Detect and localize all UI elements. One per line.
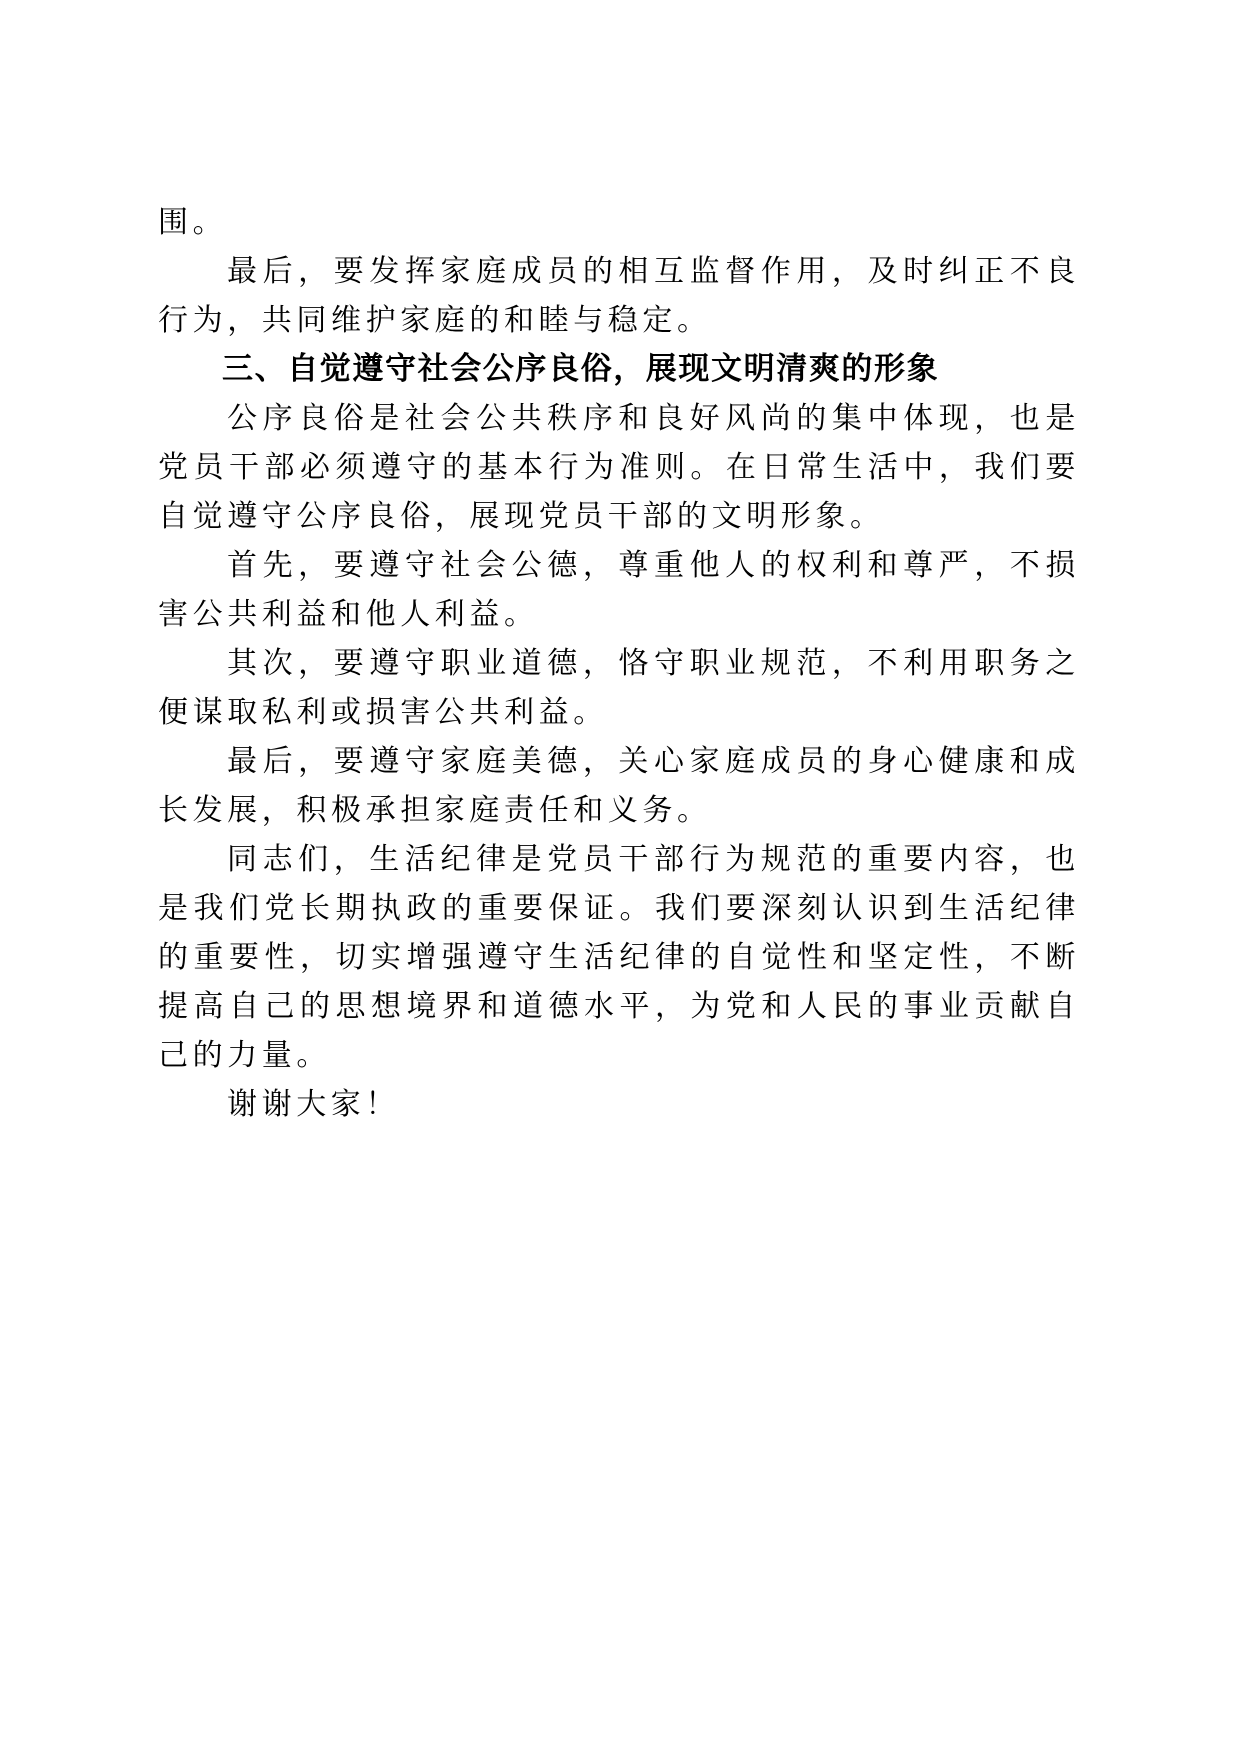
paragraph-thanks: 谢谢大家！ xyxy=(227,1087,400,1122)
document-body xyxy=(158,198,1080,1129)
paragraph-continuation: 围。 xyxy=(158,205,228,240)
paragraph-professional-ethics: 其次，要遵守职业道德，恪守职业规范，不利用职务之便谋取私利或损害公共利益。 xyxy=(158,646,1080,730)
paragraph-conclusion: 同志们，生活纪律是党员干部行为规范的重要内容，也是我们党长期执政的重要保证。我们要深刻认识到生活纪律的重要性，切实增强遵守生活纪律的自觉性和坚定性，不断提高自己的思想境界和道德水平，为党和人民的事业贡献自己的力量。 xyxy=(158,842,1080,1073)
paragraph-social-morality: 首先，要遵守社会公德，尊重他人的权利和尊严，不损害公共利益和他人利益。 xyxy=(158,548,1080,632)
paragraph-family-supervision: 最后，要发挥家庭成员的相互监督作用，及时纠正不良行为，共同维护家庭的和睦与稳定。 xyxy=(158,254,1080,338)
paragraph-public-order-intro: 公序良俗是社会公共秩序和良好风尚的集中体现，也是党员干部必须遵守的基本行为准则。在日常生活中，我们要自觉遵守公序良俗，展现党员干部的文明形象。 xyxy=(158,401,1080,534)
section-heading-3: 三、自觉遵守社会公序良俗，展现文明清爽的形象 xyxy=(222,351,940,387)
paragraph-family-virtues: 最后，要遵守家庭美德，关心家庭成员的身心健康和成长发展，积极承担家庭责任和义务。 xyxy=(158,744,1080,828)
